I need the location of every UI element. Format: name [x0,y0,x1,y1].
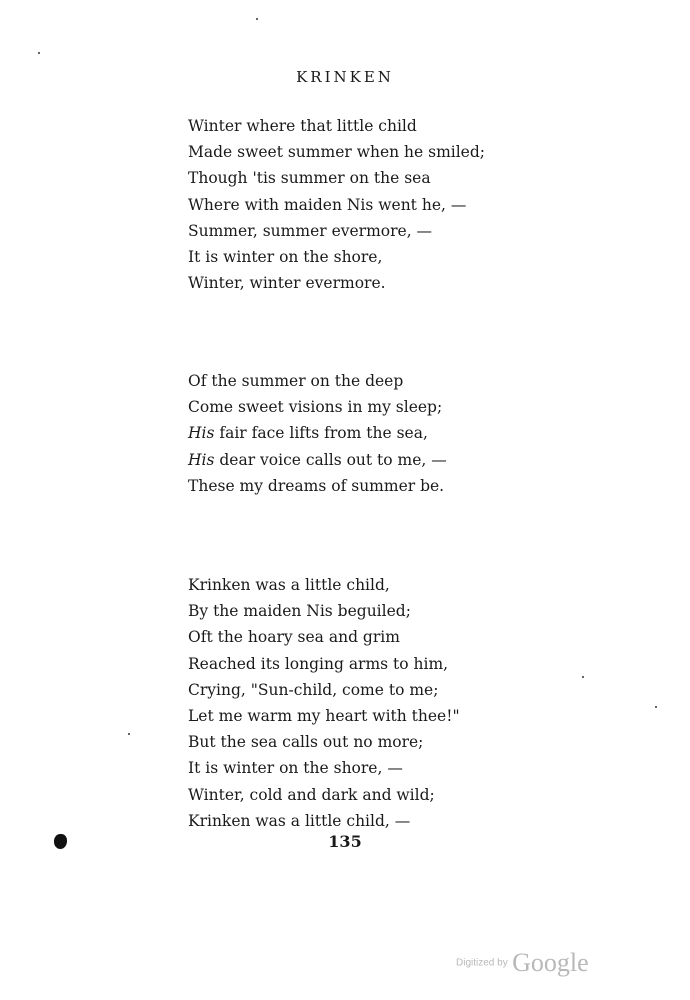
stanza [188,368,447,499]
poem-line: Made sweet summer when he smiled; [188,143,485,162]
italic-word: His [188,450,215,469]
running-head: KRINKEN [296,68,394,86]
poem-line: Krinken was a little child, — [188,811,411,830]
italic-word: His [188,424,215,443]
poem-line: Where with maiden Nis went he, — [188,195,467,214]
poem-line: It is winter on the shore, [188,247,383,266]
ink-speck [38,52,40,54]
poem-line: Though 'tis summer on the sea [188,169,431,188]
poem-line: Krinken was a little child, [188,576,390,594]
page-number: 135 [328,832,362,851]
poem-line: By the maiden Nis beguiled; [188,602,411,621]
poem-line: But the sea calls out no more; [188,733,424,752]
poem-line: Oft the hoary sea and grim [188,628,400,647]
ink-speck [256,18,258,20]
ink-speck [582,676,584,678]
ink-speck [655,706,657,708]
line-text: dear voice calls out to me, — [214,450,447,469]
poem-line: Let me warm my heart with thee!" [188,706,460,725]
watermark-prefix: Digitized by [456,957,508,969]
poem-line [188,447,447,473]
digitized-watermark [456,948,589,978]
poem-line [188,420,447,446]
line-text: fair face lifts from the sea, [214,424,428,443]
poem-line: Winter, cold and dark and wild; [188,785,435,804]
poem-line: Reached its longing arms to him, [188,654,449,673]
poem-line: Crying, "Sun-child, come to me; [188,680,439,699]
google-logo: Google [512,948,589,977]
poem-line: Winter, winter evermore. [188,274,386,293]
poem-line: It is winter on the shore, — [188,759,403,778]
poem-line: Summer, summer evermore, — [188,221,433,240]
poem-line: Come sweet visions in my sleep; [188,398,443,417]
poem-line: Of the summer on the deep [188,372,404,390]
stanza [188,572,460,834]
poem-line: Winter where that little child [188,117,417,135]
poem-line: These my dreams of summer be. [188,476,445,495]
ink-speck [128,733,130,735]
stanza [188,113,485,296]
